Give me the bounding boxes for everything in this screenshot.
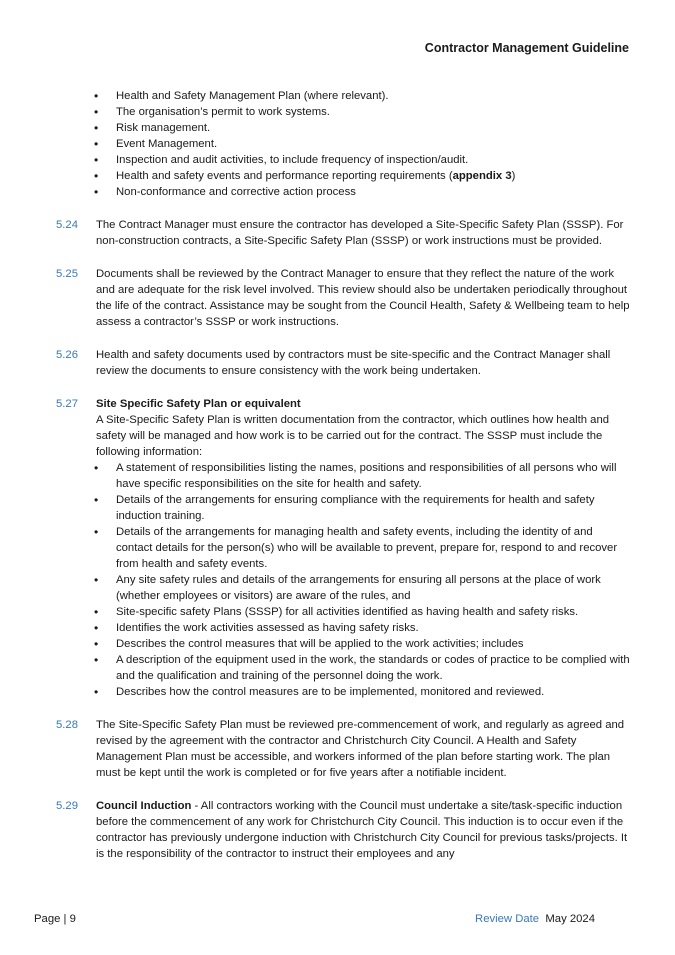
list-item: • Risk management. [56, 120, 631, 136]
page-content [56, 88, 631, 862]
page-number: Page | 9 [34, 913, 76, 925]
section-number: 5.25 [56, 268, 78, 280]
list-item: • Site-specific safety Plans (SSSP) for all activities identified as having health and safety risks. [96, 604, 631, 620]
section-5-27 [56, 396, 631, 700]
section-text: A Site-Specific Safety Plan is written documentation from the contractor, which outlines how health and safety will be managed and how work is to be carried out for the contract. The SSSP must include the following information: [96, 414, 610, 458]
section-heading: Council Induction [96, 800, 192, 812]
section-text: The Site-Specific Safety Plan must be reviewed pre-commencement of work, and regularly as agreed and revised by the agreement with the contractor and Christchurch City Council. A Health and Safety Management Plan must be accessible, and workers informed of the plan before starting work. The plan must be kept until the work is completed or for five years after a notifiable incident. [96, 719, 625, 779]
section-text: Health and safety documents used by contractors must be site-specific and the Contract Manager shall review the documents to ensure consistency with the work being undertaken. [96, 349, 611, 377]
list-item: • Describes the control measures that will be applied to the work activities; includes [96, 636, 631, 652]
section-number: 5.24 [56, 219, 78, 231]
list-item: • A statement of responsibilities listing the names, positions and responsibilities of all persons who will have specific responsibilities on the site for health and safety. [96, 460, 631, 492]
list-item: • The organisation’s permit to work systems. [56, 104, 631, 120]
list-item: • Inspection and audit activities, to include frequency of inspection/audit. [56, 152, 631, 168]
list-item [56, 168, 631, 184]
list-item-text: Health and safety events and performance reporting requirements ( [116, 170, 453, 182]
section-5-28 [56, 717, 631, 781]
review-date [475, 911, 595, 927]
section-number: 5.28 [56, 719, 78, 731]
section-heading: Site Specific Safety Plan or equivalent [96, 398, 301, 410]
review-date-value: May 2024 [545, 913, 595, 925]
top-bullet-list [56, 88, 631, 200]
list-item: • Event Management. [56, 136, 631, 152]
review-date-label: Review Date [475, 913, 540, 925]
list-item: • A description of the equipment used in the work, the standards or codes of practice to be complied with and the qualification and training of the personnel doing the work. [96, 652, 631, 684]
appendix-reference: appendix 3 [452, 170, 512, 182]
list-item: • Non-conformance and corrective action process [56, 184, 631, 200]
section-5-24 [56, 217, 631, 249]
section-text: - All contractors working with the Council must undertake a site/task-specific induction before the commencement of any work for Christchurch City Council. This induction is to occur even if the contractor has previously undergone induction with Christchurch City Council for previous tasks/projects. It is the responsibility of the contractor to instruct their employees and any [96, 800, 628, 860]
section-5-29 [56, 798, 631, 862]
list-item: • Health and Safety Management Plan (where relevant). [56, 88, 631, 104]
section-number: 5.26 [56, 349, 78, 361]
section-number: 5.27 [56, 398, 78, 410]
document-title: Contractor Management Guideline [424, 41, 629, 55]
section-text: The Contract Manager must ensure the contractor has developed a Site-Specific Safety Plan (SSSP). For non-construction contracts, a Site-Specific Safety Plan (SSSP) or work instructions must be provided. [96, 219, 624, 247]
section-5-25 [56, 266, 631, 330]
list-item: • Any site safety rules and details of the arrangements for ensuring all persons at the place of work (whether employees or visitors) are aware of the rules, and [96, 572, 631, 604]
section-text: Documents shall be reviewed by the Contract Manager to ensure that they reflect the nature of the work and are adequate for the risk level involved. This review should also be undertaken periodically throughout the life of the contract. Assistance may be sought from the Council Health, Safety & Wellbeing team to help assess a contractor’s SSSP or work instructions. [96, 268, 630, 328]
sssp-bullet-list [96, 460, 631, 700]
list-item: • Identifies the work activities assessed as having safety risks. [96, 620, 631, 636]
list-item: • Details of the arrangements for ensuring compliance with the requirements for health and safety induction training. [96, 492, 631, 524]
section-number: 5.29 [56, 800, 78, 812]
section-5-26 [56, 347, 631, 379]
list-item-text: ) [511, 170, 516, 182]
list-item: • Details of the arrangements for managing health and safety events, including the identity of and contact details for the person(s) who will be available to prevent, prepare for, respond to and recover from health and safety events. [96, 524, 631, 572]
list-item: • Describes how the control measures are to be implemented, monitored and reviewed. [96, 684, 631, 700]
